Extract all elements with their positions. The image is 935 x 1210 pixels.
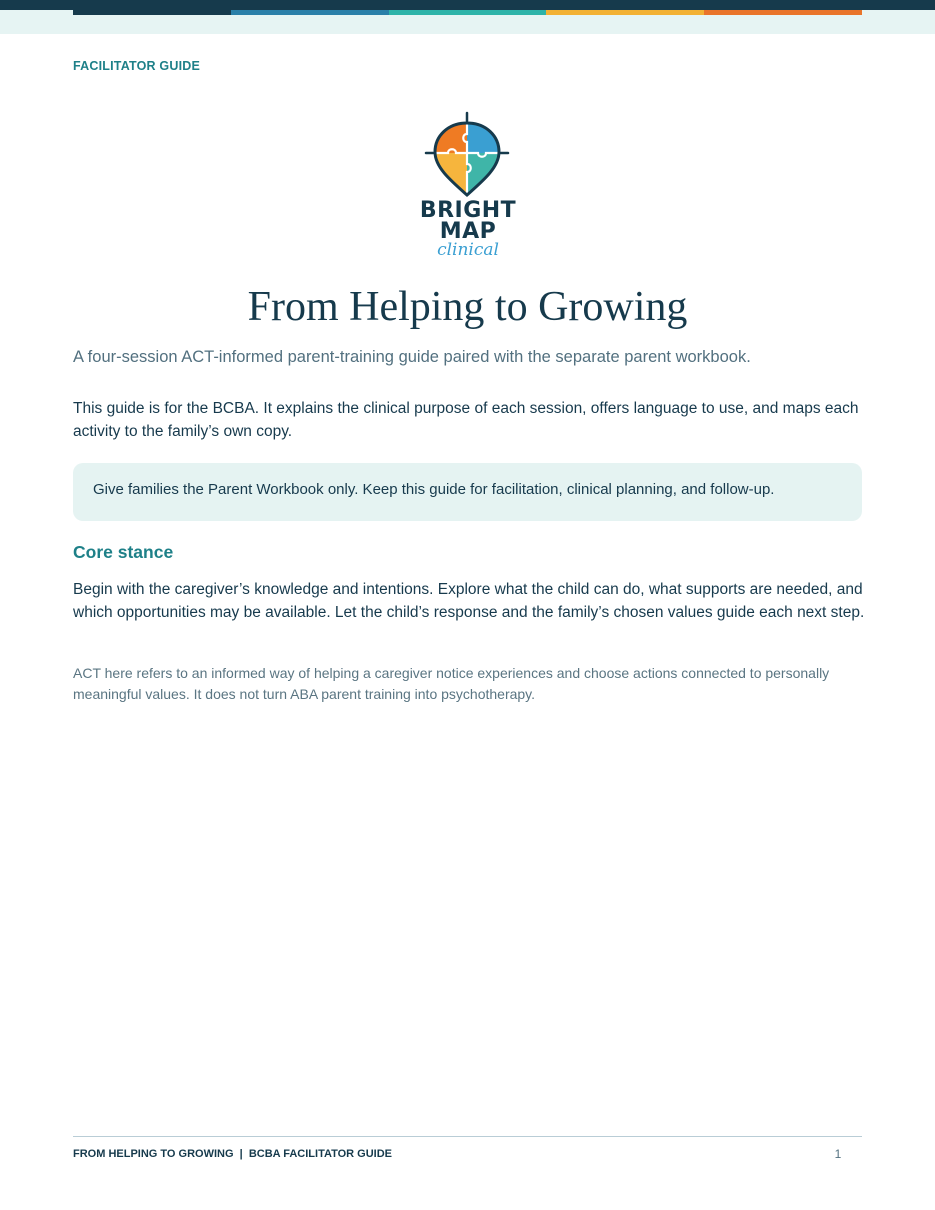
callout-box: [73, 463, 862, 521]
map-pin-puzzle-icon: [418, 110, 518, 200]
color-stripe: [73, 10, 862, 15]
stripe-segment-yellow: [546, 10, 704, 15]
stripe-segment-teal: [389, 10, 547, 15]
brand-logo: [418, 110, 518, 264]
callout-text: Give families the Parent Workbook only. Keep this guide for facilitation, clinical planning, and follow-up.: [93, 481, 775, 498]
header-dark-bar: [0, 0, 935, 10]
section-label: FACILITATOR GUIDE: [73, 59, 201, 73]
core-stance-paragraph: Begin with the caregiver’s knowledge and intentions. Explore what the child can do, what supports are needed, and which opportunities may be available. Let the child’s response and the family’s chosen values guide each next step.: [73, 581, 865, 621]
document-title: From Helping to Growing: [247, 284, 688, 330]
stripe-segment-blue: [231, 10, 389, 15]
logo-wordmark-clinical: clinical: [437, 240, 499, 260]
stripe-segment-navy: [73, 10, 231, 15]
core-stance-heading: Core stance: [73, 542, 174, 562]
stripe-segment-orange: [704, 10, 862, 15]
logo-wordmark-map: MAP: [439, 219, 497, 244]
footer-divider: [73, 1136, 862, 1137]
act-note: ACT here refers to an informed way of helping a caregiver notice experiences and choose actions connected to personally meaningful values. It does not turn ABA parent training into psychotherapy.: [73, 665, 830, 702]
logo-wordmark-bright: BRIGHT: [419, 198, 517, 223]
intro-paragraph: This guide is for the BCBA. It explains the clinical purpose of each session, offers language to use, and maps each activity to the family’s own copy.: [73, 400, 859, 440]
page-number: 1: [834, 1147, 842, 1161]
document-subtitle: A four-session ACT-informed parent-training guide paired with the separate parent workbook.: [73, 348, 751, 366]
footer-title: FROM HELPING TO GROWING | BCBA FACILITATOR GUIDE: [73, 1148, 393, 1160]
